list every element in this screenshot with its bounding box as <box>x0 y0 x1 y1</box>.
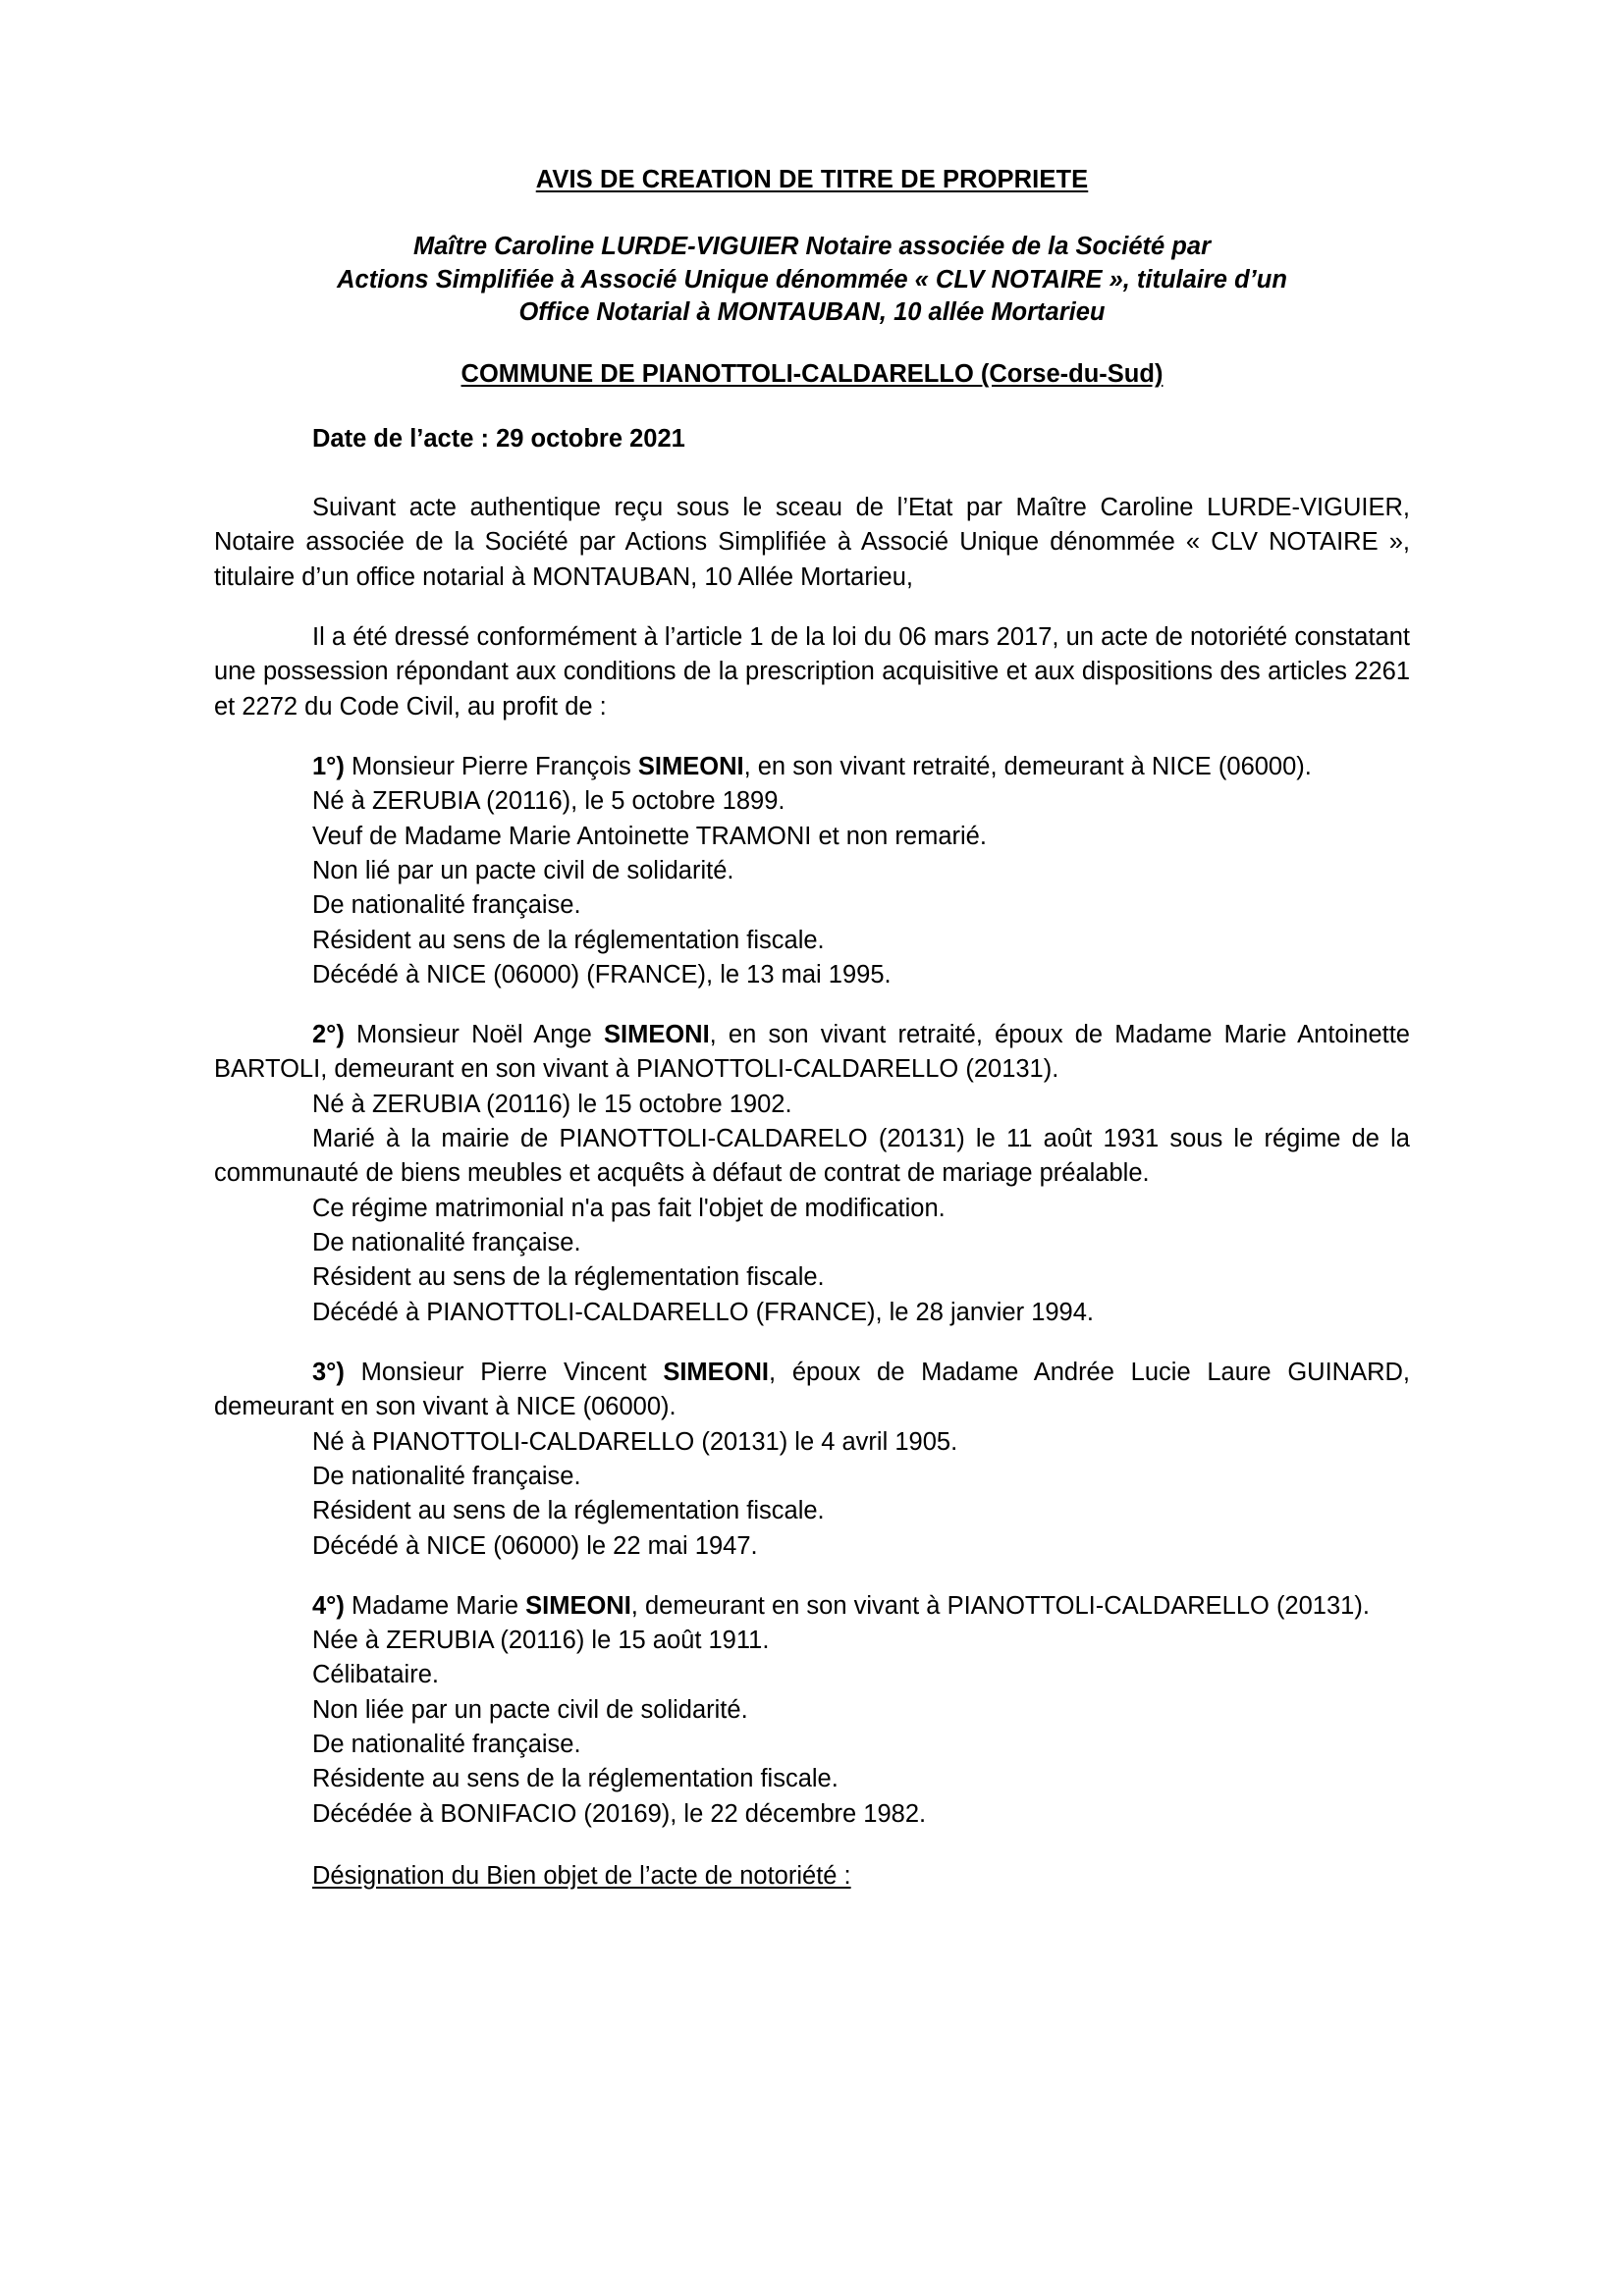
person-4-number: 4°) <box>312 1591 345 1620</box>
person-1-heading <box>214 750 1410 784</box>
person-2-intro-before: Monsieur Noël Ange <box>344 1021 604 1049</box>
commune-heading-text: COMMUNE DE PIANOTTOLI-CALDARELLO (Corse-du-Sud) <box>460 360 1164 389</box>
person-4-intro-before: Madame Marie <box>344 1591 526 1620</box>
person-4-detail: Non liée par un pacte civil de solidarité. <box>312 1695 748 1724</box>
designation-heading-text: Désignation du Bien objet de l’acte de notoriété : <box>312 1862 851 1890</box>
person-1-detail: Décédé à NICE (06000) (FRANCE), le 13 mai 1995. <box>312 960 892 988</box>
person-entry-2 <box>214 1018 1410 1330</box>
person-4-detail: Décédée à BONIFACIO (20169), le 22 décembre 1982. <box>312 1799 927 1828</box>
person-3-detail: Né à PIANOTTOLI-CALDARELLO (20131) le 4 avril 1905. <box>312 1427 958 1456</box>
person-4-detail: De nationalité française. <box>312 1731 581 1759</box>
person-2-surname: SIMEONI <box>603 1021 710 1049</box>
person-1-detail: Résident au sens de la réglementation fiscale. <box>312 926 825 954</box>
person-3-intro-after: , époux de Madame Andrée Lucie Laure GUINARD, demeurant en son vivant à NICE (06000). <box>214 1358 1410 1421</box>
notary-identity-block <box>214 231 1410 331</box>
person-2-detail: Résident au sens de la réglementation fiscale. <box>312 1263 825 1292</box>
person-3-detail: Résident au sens de la réglementation fiscale. <box>312 1497 825 1525</box>
person-2-heading <box>214 1018 1410 1088</box>
person-2-intro-after: , en son vivant retraité, époux de Madame Marie Antoinette BARTOLI, demeurant en son vivant à PIANOTTOLI-CALDARELLO (20131). <box>214 1021 1410 1084</box>
person-1-number: 1°) <box>312 752 345 780</box>
person-3-detail: Décédé à NICE (06000) le 22 mai 1947. <box>312 1531 758 1560</box>
person-2-marriage-detail: Marié à la mairie de PIANOTTOLI-CALDARELO (20131) le 11 août 1931 sous le régime de la communauté de biens meubles et acquêts à défaut de contrat de mariage préalable. <box>214 1125 1410 1188</box>
person-4-detail: Célibataire. <box>312 1661 439 1689</box>
paragraph-article-loi: Il a été dressé conformément à l’article 1 de la loi du 06 mars 2017, un acte de notoriété constatant une possession répondant aux conditions de la prescription acquisitive et aux dispositions des articles 2261 et 2272 du Code Civil, au profit de : <box>214 623 1410 721</box>
person-entry-4 <box>214 1589 1410 1832</box>
person-3-intro-before: Monsieur Pierre Vincent <box>344 1358 664 1386</box>
notary-line-1: Maître Caroline LURDE-VIGUIER Notaire associée de la Société par <box>412 232 1211 260</box>
person-2-detail: De nationalité française. <box>312 1229 581 1256</box>
person-1-intro-before: Monsieur Pierre François <box>344 752 638 780</box>
person-3-number: 3°) <box>312 1358 345 1386</box>
designation-heading <box>214 1859 1410 1894</box>
commune-heading <box>214 359 1410 391</box>
person-1-detail: Né à ZERUBIA (20116), le 5 octobre 1899. <box>312 787 785 816</box>
person-4-intro-after: , demeurant en son vivant à PIANOTTOLI-CALDARELLO (20131). <box>630 1591 1370 1620</box>
person-2-detail: Décédé à PIANOTTOLI-CALDARELLO (FRANCE), le 28 janvier 1994. <box>312 1298 1095 1326</box>
person-entry-1 <box>214 750 1410 992</box>
person-1-detail: Veuf de Madame Marie Antoinette TRAMONI et non remarié. <box>312 822 987 850</box>
page-title <box>214 165 1410 195</box>
person-4-heading <box>214 1589 1410 1624</box>
page-title-text: AVIS DE CREATION DE TITRE DE PROPRIETE <box>535 166 1089 193</box>
person-3-detail: De nationalité française. <box>312 1462 581 1490</box>
person-2-detail: Ce régime matrimonial n'a pas fait l'objet de modification. <box>312 1194 946 1222</box>
person-4-detail: Résidente au sens de la réglementation fiscale. <box>312 1765 839 1793</box>
person-1-intro-after: , en son vivant retraité, demeurant à NICE (06000). <box>743 752 1312 780</box>
notary-line-2: Actions Simplifiée à Associé Unique dénommée « CLV NOTAIRE », titulaire d’un <box>337 265 1287 294</box>
notary-line-3: Office Notarial à MONTAUBAN, 10 allée Mortarieu <box>518 298 1106 327</box>
person-3-heading <box>214 1356 1410 1425</box>
person-entry-3 <box>214 1356 1410 1564</box>
person-4-detail: Née à ZERUBIA (20116) le 15 août 1911. <box>312 1627 770 1655</box>
person-1-detail: De nationalité française. <box>312 891 581 920</box>
person-4-surname: SIMEONI <box>525 1591 631 1620</box>
person-2-number: 2°) <box>312 1021 345 1049</box>
paragraph-suivant-acte: Suivant acte authentique reçu sous le sceau de l’Etat par Maître Caroline LURDE-VIGUIER, Notaire associée de la Société par Actions Simplifiée à Associé Unique dénommée « CLV NOTAIRE », titulaire d’un office notarial à MONTAUBAN, 10 Allée Mortarieu, <box>214 494 1410 591</box>
act-date: Date de l’acte : 29 octobre 2021 <box>312 425 685 454</box>
person-1-surname: SIMEONI <box>637 752 744 780</box>
person-2-detail: Né à ZERUBIA (20116) le 15 octobre 1902. <box>312 1090 792 1118</box>
document-content <box>214 165 1410 1894</box>
person-3-surname: SIMEONI <box>663 1358 770 1386</box>
person-1-detail: Non lié par un pacte civil de solidarité. <box>312 856 734 884</box>
